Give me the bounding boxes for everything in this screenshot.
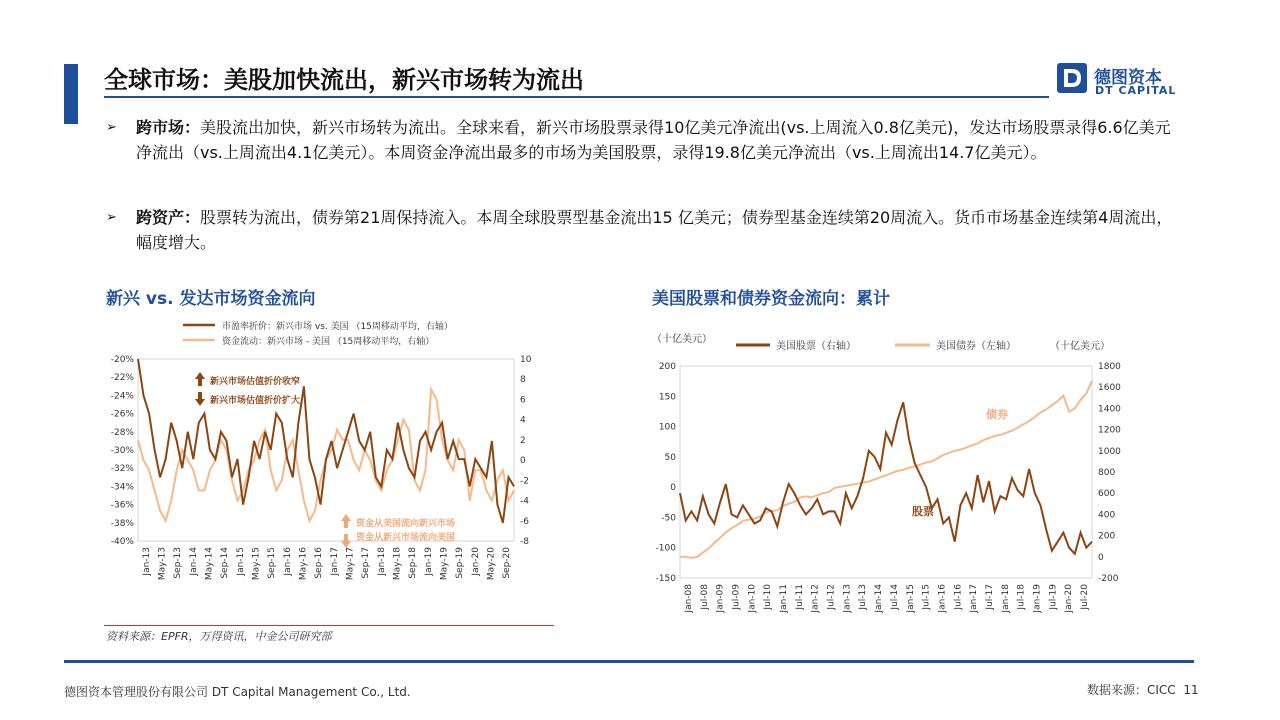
x-tick-label: Jan-17 [329,547,340,576]
x-tick-label: May-16 [298,547,309,581]
chart-1-title: 新兴 vs. 发达市场资金流向 [106,289,316,309]
x-tick-label: Jul-20 [1080,584,1091,610]
x-tick-label: Jul-09 [731,584,742,610]
x-tick-label: Jan-17 [969,584,980,613]
y-right-tick-label: 1800 [1098,362,1121,372]
x-tick-label: Jul-10 [763,584,774,610]
arrow-up-icon [341,514,351,528]
x-tick-label: Jul-12 [826,584,837,610]
x-tick-label: Jan-19 [423,547,434,576]
x-tick-label: Jan-16 [282,547,293,576]
y-left-tick-label: -150 [655,574,676,584]
arrow-down-icon [341,534,351,548]
slide-title: 全球市场：美股加快流出，新兴市场转为流出 [104,66,584,94]
x-tick-label: Jul-16 [953,584,964,610]
legend-label-flows: 资金流动：新兴市场 - 美国 （15周移动平均，右轴） [222,337,435,347]
x-tick-label: Sep-20 [502,547,513,579]
y-left-tick-label: -28% [110,427,134,438]
y-left-tick-label: 100 [658,422,676,433]
x-tick-label: May-18 [392,547,403,581]
legend-label-bond: 美国债券（左轴） [936,341,1016,352]
right-axis-unit: （十亿美元） [1050,341,1110,352]
y-left-tick-label: -50 [661,513,676,524]
annotation-flow-to-em: 资金从美国流向新兴市场 [356,519,456,529]
x-tick-label: Jul-11 [794,584,805,610]
left-axis-unit: （十亿美元） [652,334,712,345]
page-number: 11 [1183,683,1199,697]
arrow-bullet-icon: ➢ [106,210,117,225]
y-left-tick-label: 0 [670,483,676,494]
y-right-tick-label: 1600 [1098,383,1121,394]
footer-company: 德图资本管理股份有限公司 DT Capital Management Co., Ltd. [64,685,411,699]
title-underline [104,96,1049,98]
bullet-keyword: 跨市场： [136,118,201,137]
bullet-keyword: 跨资产： [136,208,201,227]
y-left-tick-label: -26% [110,409,134,420]
y-left-tick-label: 200 [658,362,676,372]
y-right-tick-label: -8 [520,537,529,547]
y-left-tick-label: -24% [110,391,134,402]
x-tick-label: May-14 [204,547,215,581]
legend-label-equity: 美国股票（右轴） [776,341,856,352]
x-tick-label: May-15 [251,547,262,581]
chart-2-title: 美国股票和债券资金流向：累计 [652,289,890,309]
x-tick-label: Jan-15 [235,547,246,576]
y-right-tick-label: 1400 [1098,404,1121,415]
x-tick-label: May-20 [486,547,497,581]
x-tick-label: Jan-09 [715,584,726,613]
x-tick-label: May-13 [157,547,168,581]
bullet-cross-asset [106,205,1176,255]
x-tick-label: Jul-14 [889,584,900,610]
logo-name-cn: 德图资本 [1094,68,1162,88]
x-tick-label: Jul-13 [858,584,869,610]
y-left-tick-label: -34% [110,482,134,493]
chart-us-equity-bond-flows [640,322,1140,622]
label-bond-series: 债券 [986,408,1008,421]
annotation-flow-to-us: 资金从新兴市场流向美国 [356,533,456,543]
x-tick-label: May-19 [439,547,450,581]
y-right-tick-label: 8 [520,375,526,386]
x-tick-label: Sep-15 [267,547,278,579]
arrow-bullet-icon: ➢ [106,120,117,135]
logo-name-en: DT CAPITAL [1095,84,1177,97]
x-tick-label: Jan-08 [683,584,694,613]
bullet-text: 美股流出加快，新兴市场转为流出。全球来看，新兴市场股票录得10亿美元净流出(vs.上周流入0.8亿美元)，发达市场股票录得6.6亿美元净流出（vs.上周流出4.1亿美元）。本周资金净流出最多的市场为美国股票，录得19.8亿美元净流出（vs.上周流出14.7亿美元）。 [136,118,1171,162]
y-left-tick-label: -40% [110,537,134,547]
series-line-equities [680,402,1092,554]
x-tick-label: Jan-10 [747,584,758,613]
y-right-tick-label: 2 [520,435,526,446]
x-tick-label: Sep-14 [220,547,231,579]
y-right-tick-label: 4 [520,415,526,426]
y-left-tick-label: -32% [110,464,134,475]
annotation-discount-widen: 新兴市场估值折价扩大 [210,396,301,406]
x-tick-label: Jan-16 [937,584,948,613]
x-tick-label: Sep-18 [408,547,419,579]
y-right-tick-label: 0 [520,456,526,467]
x-tick-label: Jan-14 [188,547,199,576]
y-right-tick-label: -200 [1098,574,1119,584]
x-tick-label: Jan-11 [779,584,789,613]
annotation-discount-narrow: 新兴市场估值折价收窄 [210,377,301,387]
x-tick-label: Jan-13 [842,584,853,613]
x-tick-label: Jul-15 [921,584,932,610]
y-right-tick-label: -2 [520,476,529,487]
x-tick-label: Sep-13 [173,547,184,579]
dt-logo-icon [1057,63,1087,93]
x-tick-label: May-17 [345,547,356,581]
label-equity-series: 股票 [912,505,934,518]
chart-em-vs-dm-flows [100,312,540,612]
x-tick-label: Jul-17 [985,584,995,610]
legend-label-pe-discount: 市盈率折价：新兴市场 vs. 美国 （15周移动平均，右轴） [222,322,453,332]
y-left-tick-label: -22% [110,373,134,384]
y-right-tick-label: 1000 [1098,446,1121,457]
x-tick-label: Sep-17 [361,547,372,579]
x-tick-label: Jan-13 [141,547,152,576]
arrow-down-icon [195,392,205,406]
y-left-tick-label: -100 [655,543,676,554]
x-tick-label: Jan-14 [874,584,885,613]
x-tick-label: Jan-15 [905,584,916,613]
y-right-tick-label: -6 [520,516,529,527]
x-tick-label: Jan-18 [1000,584,1011,613]
y-left-tick-label: -38% [110,518,134,529]
x-tick-label: Jan-20 [470,547,481,576]
arrow-up-icon [195,372,205,386]
y-left-tick-label: -20% [110,355,134,365]
x-tick-label: Jan-19 [1032,584,1043,613]
bullet-text: 股票转为流出，债券第21周保持流入。本周全球股票型基金流出15 亿美元；债券型基金连续第20周流入。货币市场基金连续第4周流出，幅度增大。 [136,208,1173,252]
y-left-tick-label: 150 [658,392,676,403]
bullet-cross-market [106,115,1176,165]
x-tick-label: Jan-20 [1064,584,1075,613]
x-tick-label: Jan-12 [810,584,821,613]
x-tick-label: Jul-19 [1048,584,1059,610]
y-left-tick-label: 50 [664,452,676,463]
y-right-tick-label: 6 [520,395,526,406]
y-right-tick-label: 800 [1098,468,1116,478]
x-tick-label: Jan-18 [376,547,387,576]
y-left-tick-label: -30% [110,446,134,456]
y-right-tick-label: 200 [1098,531,1116,542]
x-tick-label: Sep-16 [314,547,325,579]
x-tick-label: Jul-18 [1016,584,1027,610]
y-right-tick-label: 0 [1098,552,1104,563]
title-accent-bar [64,64,78,124]
footer-source-text: 数据来源：CICC [1087,683,1176,697]
y-right-tick-label: 10 [520,355,532,365]
footer-source [1087,681,1199,698]
source-divider [104,625,554,626]
y-left-tick-label: -36% [110,500,134,511]
x-tick-label: Sep-19 [455,547,466,579]
y-right-tick-label: 600 [1098,489,1116,500]
y-right-tick-label: 400 [1098,510,1116,521]
y-right-tick-label: -4 [520,496,529,507]
footer-divider [64,660,1194,663]
x-tick-label: Jul-08 [699,584,710,610]
source-note: 资料来源：EPFR，万得资讯，中金公司研究部 [106,630,332,643]
y-right-tick-label: 1200 [1098,425,1121,436]
